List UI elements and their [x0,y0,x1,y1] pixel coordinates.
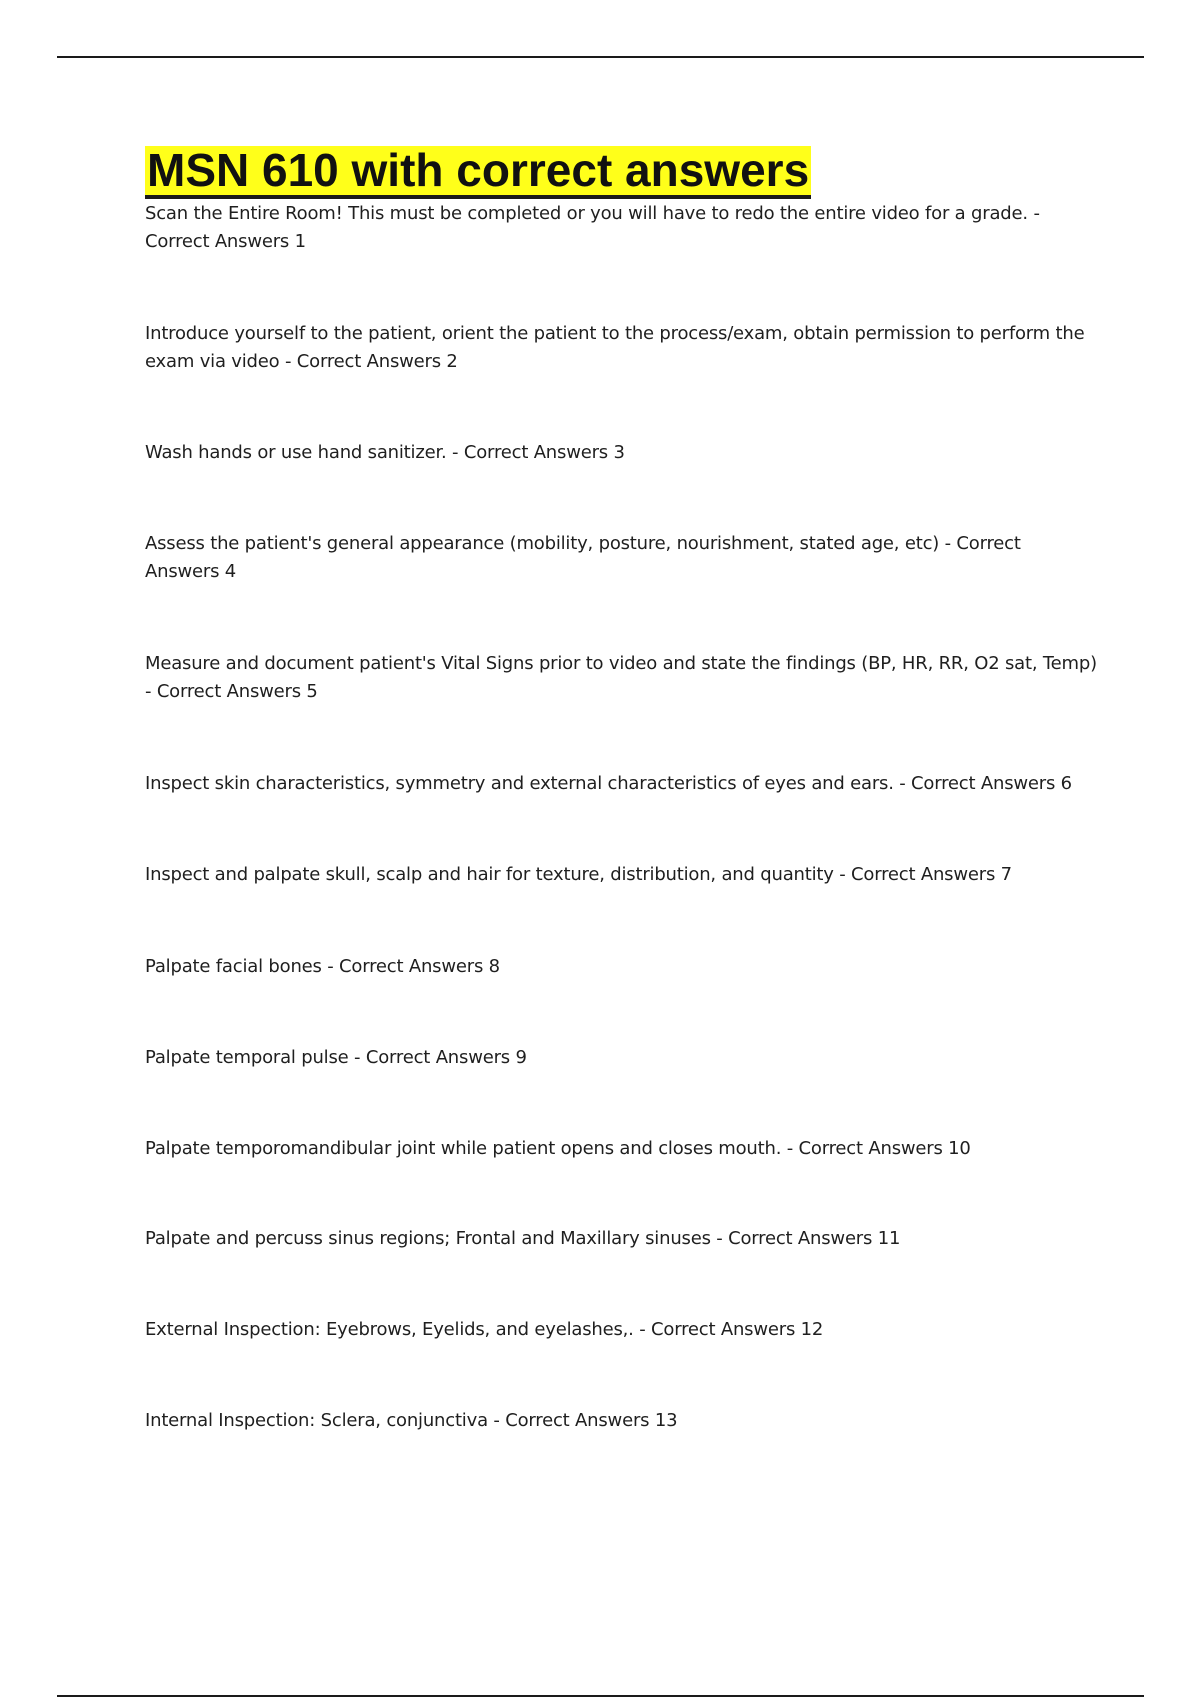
answer-item-9: Palpate temporal pulse - Correct Answers 9 [145,1047,527,1068]
answer-item-7: Inspect and palpate skull, scalp and hair for texture, distribution, and quantity - Correct Answers 7 [145,864,1012,885]
document-title: MSN 610 with correct answers [147,144,810,196]
answer-item-1: Scan the Entire Room! This must be completed or you will have to redo the entire video for a grade. - Correct Answers 1 [145,203,1040,252]
answer-item-11: Palpate and percuss sinus regions; Frontal and Maxillary sinuses - Correct Answers 11 [145,1228,901,1249]
answer-item-10: Palpate temporomandibular joint while patient opens and closes mouth. - Correct Answers 10 [145,1138,971,1159]
answer-item-13: Internal Inspection: Sclera, conjunctiva - Correct Answers 13 [145,1410,678,1431]
answer-item-6: Inspect skin characteristics, symmetry and external characteristics of eyes and ears. - Correct Answers 6 [145,773,1072,794]
answer-item-8: Palpate facial bones - Correct Answers 8 [145,956,500,977]
title-highlight [145,146,811,199]
answer-item-2: Introduce yourself to the patient, orient the patient to the process/exam, obtain permission to perform the exam via video - Correct Answers 2 [145,323,1085,372]
top-divider [57,56,1144,58]
answer-item-3: Wash hands or use hand sanitizer. - Correct Answers 3 [145,442,625,463]
answer-item-5: Measure and document patient's Vital Signs prior to video and state the findings (BP, HR, RR, O2 sat, Temp) - Correct Answers 5 [145,653,1097,702]
answer-item-4: Assess the patient's general appearance (mobility, posture, nourishment, stated age, etc) - Correct Answers 4 [145,533,1021,582]
answer-item-12: External Inspection: Eyebrows, Eyelids, and eyelashes,. - Correct Answers 12 [145,1319,824,1340]
bottom-divider [57,1695,1144,1697]
